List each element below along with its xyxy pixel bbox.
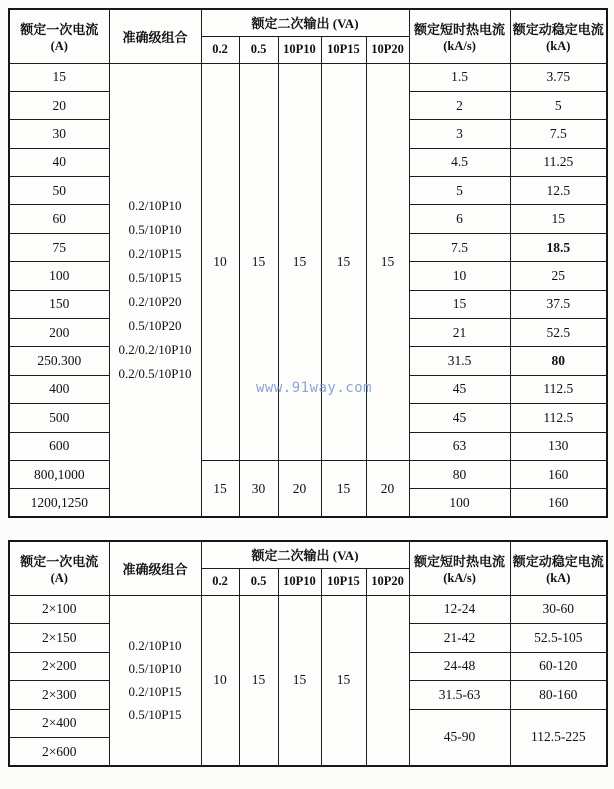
accuracy-combo: 0.5/10P20 bbox=[128, 317, 182, 333]
primary-current-cell: 600 bbox=[9, 432, 109, 460]
thermal-current-cell: 1.5 bbox=[409, 63, 510, 91]
primary-current-cell: 2×600 bbox=[9, 738, 109, 767]
primary-current-cell: 50 bbox=[9, 177, 109, 205]
primary-current-cell: 150 bbox=[9, 290, 109, 318]
header-thermal-current-label: 额定短时热电流 bbox=[414, 21, 506, 37]
thermal-current-cell: 12-24 bbox=[409, 595, 510, 624]
header-thermal-current-label: 额定短时热电流 bbox=[414, 553, 506, 569]
header-secondary-output-group: 额定二次输出 (VA) bbox=[201, 9, 409, 36]
header-thermal-current bbox=[409, 9, 510, 63]
primary-current-cell: 100 bbox=[9, 262, 109, 290]
thermal-current-cell: 63 bbox=[409, 432, 510, 460]
thermal-current-cell: 7.5 bbox=[409, 233, 510, 261]
secondary-output-cell: 20 bbox=[366, 460, 409, 517]
thermal-current-cell: 45 bbox=[409, 404, 510, 432]
ct-spec-table-single bbox=[8, 8, 608, 518]
primary-current-cell: 2×150 bbox=[9, 624, 109, 653]
header-primary-current bbox=[9, 9, 109, 63]
thermal-current-cell: 80 bbox=[409, 460, 510, 488]
header-subcol-10p15: 10P15 bbox=[321, 568, 366, 595]
table2-body bbox=[9, 595, 607, 766]
secondary-output-cell: 15 bbox=[239, 63, 278, 460]
accuracy-combo: 0.5/10P10 bbox=[128, 661, 182, 677]
dynamic-current-cell: 80-160 bbox=[510, 681, 607, 710]
secondary-output-cell: 15 bbox=[239, 595, 278, 766]
header-row-1 bbox=[9, 9, 607, 36]
thermal-current-cell: 24-48 bbox=[409, 652, 510, 681]
thermal-current-cell: 4.5 bbox=[409, 148, 510, 176]
dynamic-current-cell: 52.5 bbox=[510, 319, 607, 347]
dynamic-current-cell: 160 bbox=[510, 460, 607, 488]
header-secondary-output-group: 额定二次输出 (VA) bbox=[201, 541, 409, 568]
table1-body bbox=[9, 63, 607, 517]
header-subcol-0_5: 0.5 bbox=[239, 36, 278, 63]
accuracy-combo: 0.2/10P10 bbox=[128, 638, 182, 654]
accuracy-combo: 0.2/10P15 bbox=[128, 684, 182, 700]
header-primary-current bbox=[9, 541, 109, 595]
primary-current-cell: 40 bbox=[9, 148, 109, 176]
header-subcol-10p20: 10P20 bbox=[366, 568, 409, 595]
dynamic-current-cell: 112.5 bbox=[510, 375, 607, 403]
header-dynamic-current bbox=[510, 9, 607, 63]
thermal-current-cell: 3 bbox=[409, 120, 510, 148]
primary-current-cell: 75 bbox=[9, 233, 109, 261]
header-subcol-0_2: 0.2 bbox=[201, 36, 239, 63]
dynamic-current-cell: 12.5 bbox=[510, 177, 607, 205]
secondary-output-cell: 15 bbox=[201, 460, 239, 517]
primary-current-cell: 2×400 bbox=[9, 709, 109, 738]
header-subcol-0_5: 0.5 bbox=[239, 568, 278, 595]
dynamic-current-cell: 37.5 bbox=[510, 290, 607, 318]
thermal-current-cell: 45 bbox=[409, 375, 510, 403]
dynamic-current-cell: 25 bbox=[510, 262, 607, 290]
table-header bbox=[9, 541, 607, 595]
primary-current-cell: 2×100 bbox=[9, 595, 109, 624]
thermal-current-cell: 10 bbox=[409, 262, 510, 290]
accuracy-combo: 0.2/0.5/10P10 bbox=[118, 365, 192, 381]
dynamic-current-cell: 130 bbox=[510, 432, 607, 460]
secondary-output-cell: 10 bbox=[201, 63, 239, 460]
header-subcol-10p20: 10P20 bbox=[366, 36, 409, 63]
accuracy-combo: 0.2/0.2/10P10 bbox=[118, 341, 192, 357]
thermal-current-cell: 2 bbox=[409, 91, 510, 119]
accuracy-combo: 0.5/10P15 bbox=[128, 269, 182, 285]
header-subcol-10p10: 10P10 bbox=[278, 568, 321, 595]
secondary-output-cell: 15 bbox=[321, 63, 366, 460]
thermal-current-cell: 21 bbox=[409, 319, 510, 347]
accuracy-combos-cell bbox=[109, 595, 201, 766]
secondary-output-cell bbox=[366, 595, 409, 766]
watermark: www.91way.com bbox=[256, 380, 373, 396]
header-thermal-current-unit: (kA/s) bbox=[443, 570, 476, 585]
header-primary-current-label: 额定一次电流 bbox=[20, 553, 99, 569]
accuracy-combo: 0.2/10P15 bbox=[128, 245, 182, 261]
header-subcol-10p10: 10P10 bbox=[278, 36, 321, 63]
dynamic-current-cell: 3.75 bbox=[510, 63, 607, 91]
accuracy-combo: 0.5/10P15 bbox=[128, 707, 182, 723]
thermal-current-cell: 100 bbox=[409, 489, 510, 517]
thermal-current-cell: 15 bbox=[409, 290, 510, 318]
secondary-output-cell: 15 bbox=[321, 460, 366, 517]
accuracy-combos-cell bbox=[109, 63, 201, 517]
secondary-output-cell: 15 bbox=[321, 595, 366, 766]
dynamic-current-cell: 112.5 bbox=[510, 404, 607, 432]
primary-current-cell: 2×300 bbox=[9, 681, 109, 710]
table-header bbox=[9, 9, 607, 63]
thermal-current-cell: 45-90 bbox=[409, 709, 510, 766]
dynamic-current-cell: 52.5-105 bbox=[510, 624, 607, 653]
dynamic-current-cell: 60-120 bbox=[510, 652, 607, 681]
header-thermal-current bbox=[409, 541, 510, 595]
thermal-current-cell: 6 bbox=[409, 205, 510, 233]
primary-current-cell: 800,1000 bbox=[9, 460, 109, 488]
dynamic-current-cell: 160 bbox=[510, 489, 607, 517]
secondary-output-cell: 30 bbox=[239, 460, 278, 517]
header-row-1 bbox=[9, 541, 607, 568]
primary-current-cell: 30 bbox=[9, 120, 109, 148]
accuracy-combo: 0.2/10P10 bbox=[128, 197, 182, 213]
dynamic-current-cell: 18.5 bbox=[510, 233, 607, 261]
header-subcol-10p15: 10P15 bbox=[321, 36, 366, 63]
secondary-output-cell: 15 bbox=[366, 63, 409, 460]
dynamic-current-cell: 112.5-225 bbox=[510, 709, 607, 766]
header-dynamic-current-unit: (kA) bbox=[546, 570, 571, 585]
table-row bbox=[9, 460, 607, 488]
secondary-output-cell: 15 bbox=[278, 63, 321, 460]
primary-current-cell: 60 bbox=[9, 205, 109, 233]
secondary-output-cell: 20 bbox=[278, 460, 321, 517]
header-accuracy-class: 准确级组合 bbox=[109, 541, 201, 595]
table-row bbox=[9, 595, 607, 624]
header-thermal-current-unit: (kA/s) bbox=[443, 38, 476, 53]
primary-current-cell: 2×200 bbox=[9, 652, 109, 681]
table-row bbox=[9, 63, 607, 91]
secondary-output-cell: 10 bbox=[201, 595, 239, 766]
accuracy-combo: 0.2/10P20 bbox=[128, 293, 182, 309]
header-accuracy-class: 准确级组合 bbox=[109, 9, 201, 63]
header-primary-current-label: 额定一次电流 bbox=[20, 21, 99, 37]
primary-current-cell: 250.300 bbox=[9, 347, 109, 375]
primary-current-cell: 200 bbox=[9, 319, 109, 347]
dynamic-current-cell: 7.5 bbox=[510, 120, 607, 148]
header-dynamic-current-unit: (kA) bbox=[546, 38, 571, 53]
thermal-current-cell: 31.5-63 bbox=[409, 681, 510, 710]
primary-current-cell: 1200,1250 bbox=[9, 489, 109, 517]
accuracy-combo: 0.5/10P10 bbox=[128, 221, 182, 237]
header-dynamic-current bbox=[510, 541, 607, 595]
ct-spec-table-double bbox=[8, 540, 608, 767]
header-primary-current-unit: (A) bbox=[50, 570, 68, 585]
primary-current-cell: 400 bbox=[9, 375, 109, 403]
thermal-current-cell: 5 bbox=[409, 177, 510, 205]
dynamic-current-cell: 15 bbox=[510, 205, 607, 233]
thermal-current-cell: 21-42 bbox=[409, 624, 510, 653]
secondary-output-cell: 15 bbox=[278, 595, 321, 766]
header-dynamic-current-label: 额定动稳定电流 bbox=[512, 553, 604, 569]
primary-current-cell: 15 bbox=[9, 63, 109, 91]
primary-current-cell: 500 bbox=[9, 404, 109, 432]
dynamic-current-cell: 30-60 bbox=[510, 595, 607, 624]
dynamic-current-cell: 5 bbox=[510, 91, 607, 119]
header-dynamic-current-label: 额定动稳定电流 bbox=[512, 21, 604, 37]
dynamic-current-cell: 11.25 bbox=[510, 148, 607, 176]
header-subcol-0_2: 0.2 bbox=[201, 568, 239, 595]
header-primary-current-unit: (A) bbox=[50, 38, 68, 53]
thermal-current-cell: 31.5 bbox=[409, 347, 510, 375]
primary-current-cell: 20 bbox=[9, 91, 109, 119]
dynamic-current-cell: 80 bbox=[510, 347, 607, 375]
